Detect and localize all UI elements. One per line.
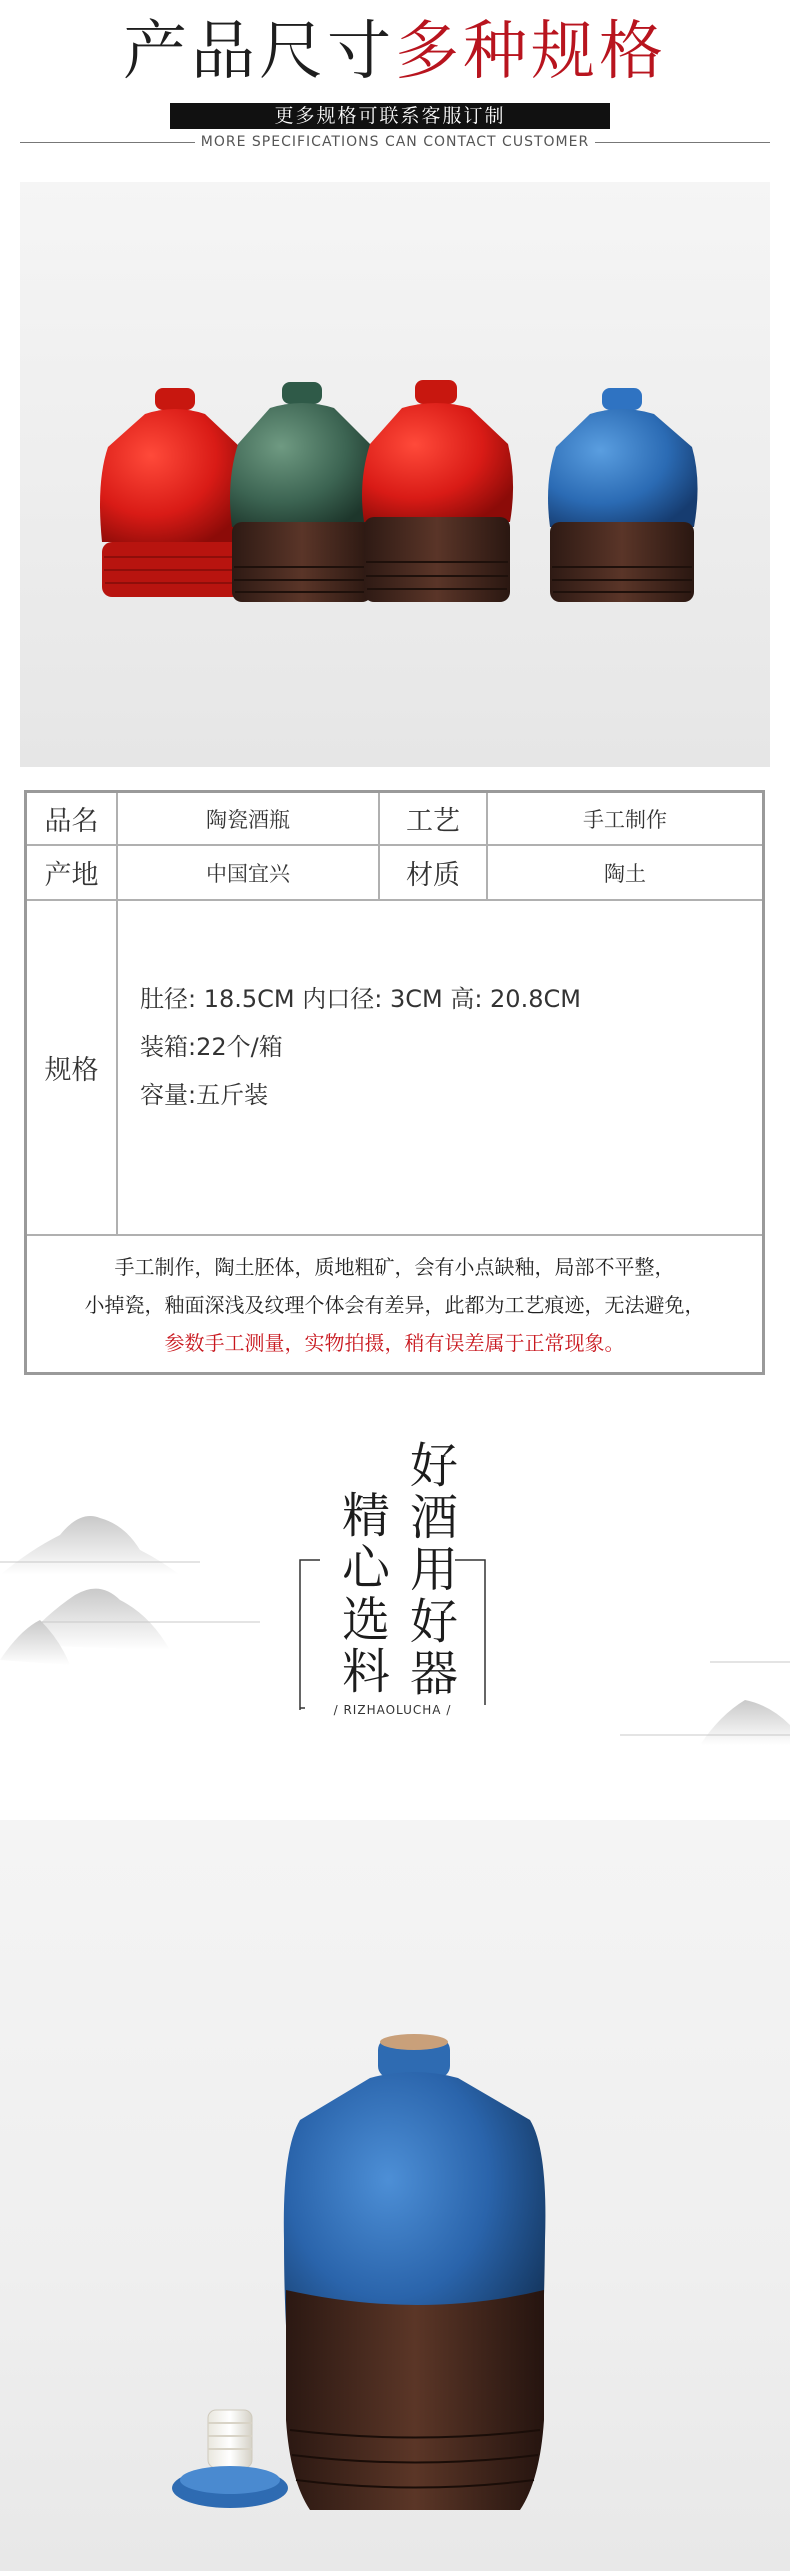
spec-label-craft: 工艺	[380, 793, 488, 846]
banner-text-right: 好 酒 用 好 器	[409, 1438, 458, 1702]
spec-line-capacity: 容量:五斤装	[140, 1081, 269, 1109]
red-jar-icon	[362, 380, 513, 602]
mountain-right-icon	[620, 1662, 790, 1745]
blue-jar-icon	[548, 388, 698, 602]
spec-label-origin: 产地	[27, 846, 118, 901]
spec-line-packing: 装箱:22个/箱	[140, 1033, 283, 1061]
red-jar-icon	[100, 388, 246, 597]
banner-caption: / RIZHAOLUCHA /	[333, 1703, 452, 1717]
spec-label-material: 材质	[380, 846, 488, 901]
spec-label-spec: 规格	[27, 901, 118, 1236]
spec-lines	[140, 975, 581, 1119]
spec-line-dimensions: 肚径: 18.5CM 内口径: 3CM 高: 20.8CM	[140, 985, 581, 1013]
product-photo-blue-jar	[0, 1820, 790, 2571]
ink-mountain-banner	[0, 1400, 790, 1800]
subtitle-bar: 更多规格可联系客服订制	[170, 103, 610, 129]
green-jar-icon	[230, 382, 376, 602]
note-line-2: 小掉瓷，釉面深浅及纹理个体会有差异，此都为工艺痕迹，无法避免，	[84, 1293, 705, 1317]
mountain-left-icon	[0, 1516, 260, 1665]
spec-value-origin: 中国宜兴	[118, 846, 380, 901]
note-line-3: 参数手工测量，实物拍摄，稍有误差属于正常现象。	[164, 1331, 625, 1355]
title-red-part: 多种规格	[395, 15, 667, 89]
blue-jar-icon	[284, 2034, 546, 2510]
product-photo-four-jars	[20, 182, 770, 767]
page-title	[0, 12, 790, 92]
spec-value-name: 陶瓷酒瓶	[118, 793, 380, 846]
title-dark-part: 产品尺寸	[123, 15, 395, 89]
banner-text-left: 精 心 选 料	[341, 1488, 390, 1700]
spec-value-craft: 手工制作	[488, 793, 762, 846]
spec-label-name: 品名	[27, 793, 118, 846]
spec-note	[24, 1248, 765, 1362]
spec-value-material: 陶土	[488, 846, 762, 901]
note-line-1: 手工制作，陶土胚体，质地粗矿，会有小点缺釉，局部不平整，	[114, 1255, 675, 1279]
subtitle-en: MORE SPECIFICATIONS CAN CONTACT CUSTOMER	[0, 130, 790, 154]
stopper-icon	[172, 2410, 288, 2508]
